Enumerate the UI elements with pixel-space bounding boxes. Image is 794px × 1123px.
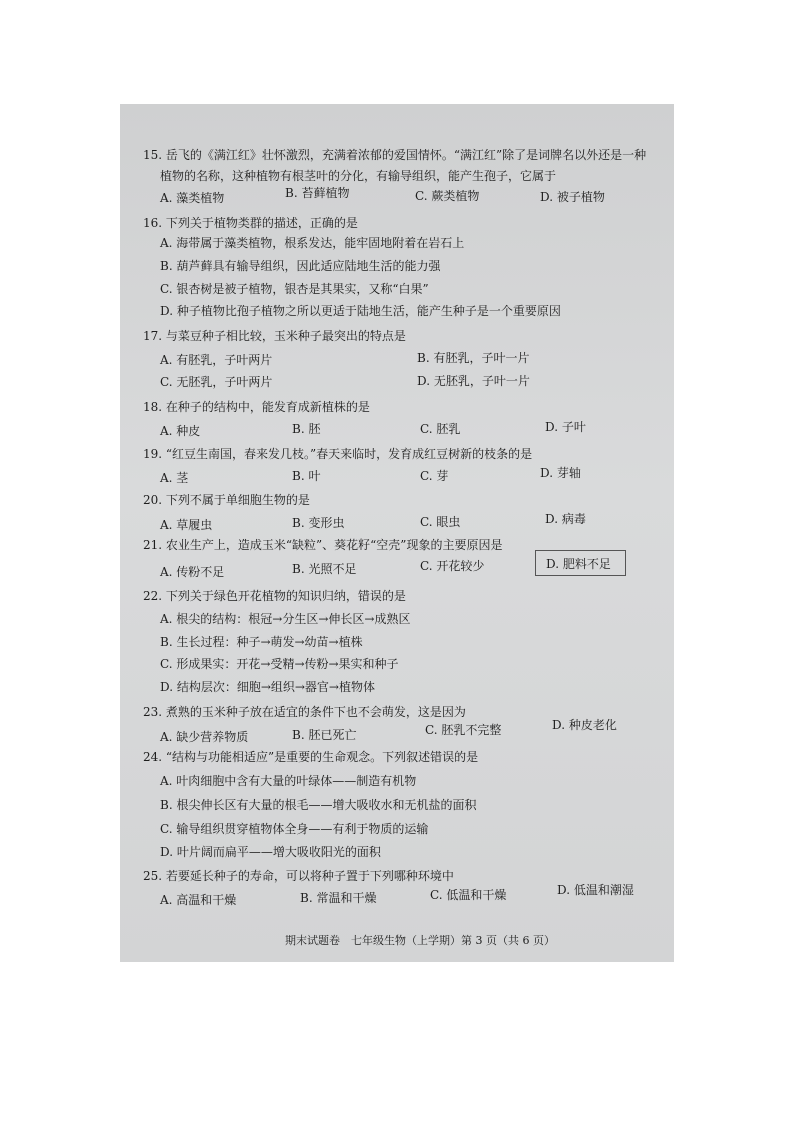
- q17-option-b: B. 有胚乳，子叶一片: [417, 351, 530, 365]
- q25-option-b: B. 常温和干燥: [300, 891, 377, 905]
- q18-option-c: C. 胚乳: [420, 422, 461, 436]
- q17-option-c: C. 无胚乳，子叶两片: [160, 375, 273, 389]
- q17-option-a: A. 有胚乳，子叶两片: [160, 353, 273, 367]
- q24-option-d: D. 叶片阔而扁平——增大吸收阳光的面积: [160, 845, 381, 859]
- q20-stem: 20. 下列不属于单细胞生物的是: [143, 493, 310, 507]
- q20-option-b: B. 变形虫: [292, 516, 345, 530]
- q24-option-c: C. 输导组织贯穿植物体全身——有利于物质的运输: [160, 822, 429, 836]
- q15-stem-line2: 植物的名称，这种植物有根茎叶的分化，有输导组织，能产生孢子，它属于: [160, 169, 557, 183]
- q21-option-c: C. 开花较少: [420, 559, 485, 573]
- q15-option-a: A. 藻类植物: [160, 191, 225, 205]
- q17-stem: 17. 与菜豆种子相比较，玉米种子最突出的特点是: [143, 329, 406, 343]
- q21-stem: 21. 农业生产上，造成玉米“缺粒”、葵花籽“空壳”现象的主要原因是: [143, 538, 503, 552]
- q22-stem: 22. 下列关于绿色开花植物的知识归纳，错误的是: [143, 589, 406, 603]
- q20-option-d: D. 病毒: [545, 512, 586, 526]
- q19-option-c: C. 芽: [420, 469, 449, 483]
- q18-option-d: D. 子叶: [545, 420, 586, 434]
- exam-page: [120, 104, 674, 962]
- q21-option-b: B. 光照不足: [292, 562, 357, 576]
- page-footer: 期末试题卷 七年级生物（上学期）第 3 页（共 6 页）: [285, 934, 555, 947]
- q25-option-d: D. 低温和潮湿: [557, 883, 634, 897]
- q22-option-c: C. 形成果实：开花→受精→传粉→果实和种子: [160, 657, 399, 671]
- q19-option-b: B. 叶: [292, 469, 321, 483]
- q25-option-c: C. 低温和干燥: [430, 888, 507, 902]
- q18-option-b: B. 胚: [292, 422, 321, 436]
- q23-option-b: B. 胚已死亡: [292, 728, 357, 742]
- q18-stem: 18. 在种子的结构中，能发育成新植株的是: [143, 400, 370, 414]
- q23-option-d: D. 种皮老化: [552, 718, 617, 732]
- q19-option-a: A. 茎: [160, 471, 189, 485]
- q25-stem: 25. 若要延长种子的寿命，可以将种子置于下列哪种环境中: [143, 869, 454, 883]
- q16-option-b: B. 葫芦藓具有输导组织，因此适应陆地生活的能力强: [160, 259, 441, 273]
- q15-option-d: D. 被子植物: [540, 190, 605, 204]
- q20-option-c: C. 眼虫: [420, 515, 461, 529]
- q23-stem: 23. 煮熟的玉米种子放在适宜的条件下也不会萌发，这是因为: [143, 705, 466, 719]
- q16-option-c: C. 银杏树是被子植物，银杏是其果实，又称“白果”: [160, 282, 429, 296]
- q22-option-b: B. 生长过程：种子→萌发→幼苗→植株: [160, 635, 363, 649]
- q19-stem: 19. “红豆生南国，春来发几枝。”春天来临时，发育成红豆树新的枝条的是: [143, 447, 533, 461]
- q21-option-d: D. 肥料不足: [535, 550, 626, 576]
- q24-option-a: A. 叶肉细胞中含有大量的叶绿体——制造有机物: [160, 774, 417, 788]
- q15-option-c: C. 蕨类植物: [415, 189, 480, 203]
- q16-option-a: A. 海带属于藻类植物，根系发达，能牢固地附着在岩石上: [160, 236, 465, 250]
- q21-option-a: A. 传粉不足: [160, 565, 225, 579]
- q19-option-d: D. 芽轴: [540, 466, 581, 480]
- q20-option-a: A. 草履虫: [160, 518, 213, 532]
- q24-option-b: B. 根尖伸长区有大量的根毛——增大吸收水和无机盐的面积: [160, 798, 477, 812]
- q15-option-b: B. 苔藓植物: [285, 186, 350, 200]
- q25-option-a: A. 高温和干燥: [160, 893, 237, 907]
- q23-option-c: C. 胚乳不完整: [425, 723, 502, 737]
- q15-stem-line1: 15. 岳飞的《满江红》壮怀激烈，充满着浓郁的爱国情怀。“满江红”除了是词牌名以外还是一种: [143, 148, 647, 162]
- q23-option-a: A. 缺少营养物质: [160, 730, 249, 744]
- q22-option-d: D. 结构层次：细胞→组织→器官→植物体: [160, 680, 375, 694]
- q16-option-d: D. 种子植物比孢子植物之所以更适于陆地生活，能产生种子是一个重要原因: [160, 304, 561, 318]
- q16-stem: 16. 下列关于植物类群的描述，正确的是: [143, 216, 358, 230]
- q17-option-d: D. 无胚乳，子叶一片: [417, 374, 530, 388]
- q24-stem: 24. “结构与功能相适应”是重要的生命观念。下列叙述错误的是: [143, 750, 479, 764]
- q18-option-a: A. 种皮: [160, 424, 201, 438]
- q22-option-a: A. 根尖的结构：根冠→分生区→伸长区→成熟区: [160, 612, 411, 626]
